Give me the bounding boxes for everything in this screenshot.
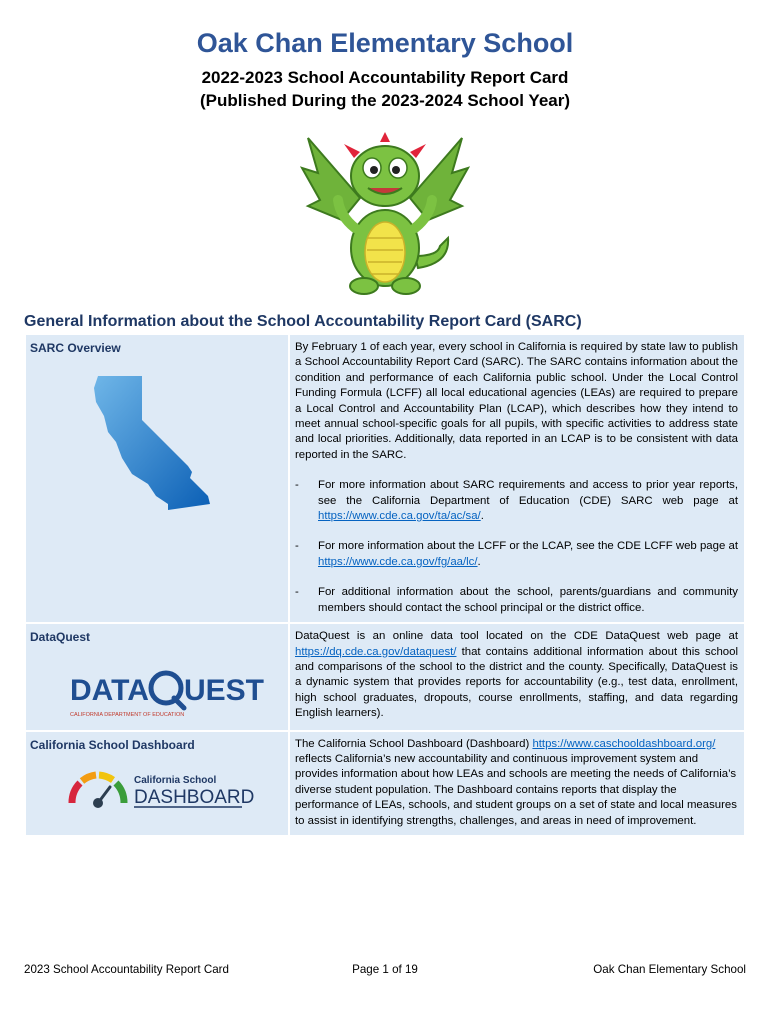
bullet2-text: For more information about the LCFF or the LCAP, see the CDE LCFF web page at — [318, 540, 738, 553]
dataquest-text-after: that contains additional information about this school and comparisons of the school to the district and the county. Specifically, DataQuest is a dynamic system that provides reports for accountability (e.g., test data, enrollment, high school graduates, dropouts, course enrollments, staffing, and data regarding English learners). — [295, 645, 738, 720]
lcff-webpage-link[interactable]: https://www.cde.ca.gov/fg/aa/lc/ — [318, 555, 478, 568]
footer-page-number: Page 1 of 19 — [352, 963, 418, 976]
report-title-line1: 2022-2023 School Accountability Report Card — [201, 68, 569, 87]
dataquest-text-before: DataQuest is an online data tool located on the CDE DataQuest web page at — [295, 630, 738, 643]
bullet1-text: For more information about SARC requirements and access to prior year reports, see the California Department of Education (CDE) SARC web page at — [318, 479, 738, 507]
dataquest-label: DataQuest — [30, 630, 91, 645]
sarc-overview-row — [26, 335, 744, 622]
list-item — [295, 478, 738, 524]
dashboard-label: California School Dashboard — [30, 737, 195, 752]
bullet1-end: . — [480, 510, 484, 523]
sarc-overview-label: SARC Overview — [30, 341, 121, 355]
dataquest-logo-left: DATA — [70, 673, 149, 707]
dragon-mascot-icon — [300, 128, 470, 298]
sarc-info-table — [24, 333, 746, 837]
bullet-dash: - — [295, 540, 299, 553]
dataquest-link[interactable]: https://dq.cde.ca.gov/dataquest/ — [295, 645, 457, 658]
school-name-title: Oak Chan Elementary School — [196, 28, 574, 58]
dataquest-text-cell — [290, 624, 744, 729]
dashboard-text-after: reflects California’s new accountability and continuous improvement system and provides information about how LEAs and schools are meeting the needs of California’s diverse student population. The Dashboard contains reports that display the performance of LEAs, schools, and student groups on a set of state and local measures to assist in identifying strengths, challenges, and areas in need of improvement. — [295, 752, 737, 827]
dataquest-logo-right: UEST — [184, 673, 265, 707]
sarc-overview-text-cell — [290, 335, 744, 622]
bullet3-text: For additional information about the school, parents/guardians and community members should contact the school principal or the district office. — [318, 586, 738, 614]
bullet2-end: . — [477, 555, 481, 568]
bullet-dash: - — [295, 586, 299, 599]
footer-report-title: 2023 School Accountability Report Card — [24, 963, 229, 976]
footer-school-name: Oak Chan Elementary School — [593, 963, 746, 976]
section-heading: General Information about the School Accountability Report Card (SARC) — [24, 313, 582, 330]
list-item — [295, 585, 738, 616]
dataquest-logo — [70, 664, 265, 720]
report-title-line2: (Published During the 2023-2024 School Year) — [199, 91, 571, 110]
bullet-text — [318, 478, 738, 524]
dataquest-paragraph — [295, 629, 738, 721]
sarc-webpage-link[interactable]: https://www.cde.ca.gov/ta/ac/sa/ — [318, 510, 481, 523]
list-item — [295, 539, 738, 570]
dataquest-row — [26, 624, 744, 729]
dashboard-row — [26, 732, 744, 835]
dashboard-text-cell — [290, 732, 744, 835]
dashboard-paragraph — [295, 737, 738, 829]
bullet-dash: - — [295, 479, 299, 492]
dashboard-text-before: The California School Dashboard (Dashboard) — [295, 737, 533, 750]
dashboard-logo-line2: DASHBOARD — [134, 786, 255, 808]
dashboard-logo-line1: California School — [134, 774, 217, 786]
bullet-text — [318, 539, 738, 570]
dataquest-logo-subtitle: CALIFORNIA DEPARTMENT OF EDUCATION — [70, 711, 185, 718]
california-map-icon — [92, 374, 222, 514]
dashboard-logo — [66, 765, 255, 815]
sarc-overview-label-cell — [26, 335, 288, 622]
report-title — [0, 66, 770, 112]
dashboard-link[interactable]: https://www.caschooldashboard.org/ — [532, 737, 716, 750]
sarc-overview-paragraph: By February 1 of each year, every school in California is required by state law to publish a School Accountability Report Card (SARC). The SARC contains information about the condition and performance of each California public school. Under the Local Control Funding Formula (LCFF) all local educational agencies (LEAs) are required to prepare a Local Control and Accountability Plan (LCAP), which describes how they intend to meet annual school-specific goals for all pupils, with specific activities to address state and local priorities. Additionally, data reported in an LCAP is to be consistent with data reported in the SARC. — [295, 341, 738, 461]
dataquest-label-cell — [26, 624, 288, 729]
dashboard-label-cell — [26, 732, 288, 835]
